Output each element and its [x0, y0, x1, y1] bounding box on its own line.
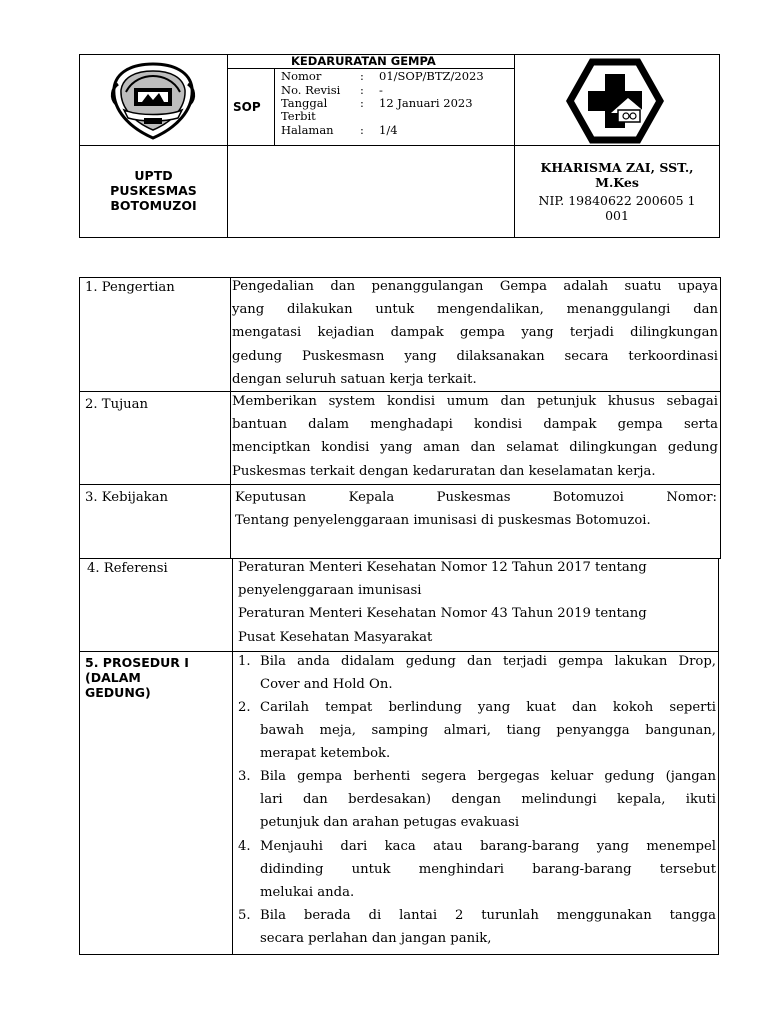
text-line: lari dan berdesakan) dengan melindungi kepala, ikuti — [260, 792, 716, 808]
field-value-halaman: 1/4 — [379, 123, 398, 137]
signer-title: M.Kes — [595, 175, 639, 190]
signer-name: KHARISMA ZAI, SST., — [540, 160, 694, 175]
prosedur-label-line: (DALAM — [85, 670, 141, 685]
list-number: 1. — [238, 654, 251, 669]
text-line: Peraturan Menteri Kesehatan Nomor 43 Tahun 2019 tentang — [238, 606, 647, 622]
text-line: merapat ketembok. — [260, 746, 391, 762]
document-title: KEDARURATAN GEMPA — [291, 54, 436, 68]
text-line: Carilah tempat berlindung yang kuat dan kokoh seperti — [260, 700, 716, 715]
text-line: yang dilakukan untuk mengendalikan, menanggulangi dan — [232, 302, 718, 318]
section-label-referensi: 4. Referensi — [87, 561, 168, 576]
text-line: Pusat Kesehatan Masyarakat — [238, 629, 433, 645]
text-line: menciptkan kondisi yang aman dan selamat dilingkungan gedung — [232, 440, 718, 456]
field-label-tanggal: Tanggal — [281, 96, 328, 110]
field-sep: : — [360, 83, 364, 97]
text-line: Puskesmas terkait dengan kedaruratan dan keselamatan kerja. — [232, 463, 656, 479]
text-line: bantuan dalam menghadapi kondisi dampak gempa serta — [232, 417, 718, 433]
text-line: Pengedalian dan penanggulangan Gempa adalah suatu upaya — [232, 279, 718, 294]
text-line: secara perlahan dan jangan panik, — [260, 931, 492, 947]
field-label-halaman: Halaman — [281, 123, 334, 137]
regency-logo — [104, 58, 202, 142]
list-number: 5. — [238, 908, 251, 923]
text-line: Bila anda didalam gedung dan terjadi gempa lakukan Drop, — [260, 654, 716, 669]
section-label-tujuan: 2. Tujuan — [85, 397, 149, 412]
text-line: dengan seluruh satuan kerja terkait. — [232, 371, 477, 387]
section-label-pengertian: 1. Pengertian — [85, 280, 175, 295]
text-line: bawah meja, samping almari, tiang penyangga bangunan, — [260, 723, 716, 739]
text-line: penyelenggaraan imunisasi — [238, 583, 422, 599]
text-line: Menjauhi dari kaca atau barang-barang yang menempel — [260, 839, 716, 854]
field-value-revisi: - — [379, 83, 383, 97]
list-text — [260, 904, 716, 950]
list-text — [260, 650, 716, 696]
list-number: 3. — [238, 769, 251, 784]
health-center-logo — [566, 58, 664, 144]
text-line: Bila gempa berhenti segera bergegas keluar gedung (jangan — [260, 769, 716, 784]
field-sep: : — [360, 123, 364, 137]
field-label-revisi: No. Revisi — [281, 83, 341, 97]
prosedur-label-line: GEDUNG) — [85, 685, 151, 700]
list-text — [260, 696, 716, 766]
text-line: Memberikan system kondisi umum dan petunjuk khusus sebagai — [232, 394, 718, 409]
list-text — [260, 835, 716, 905]
field-label-nomor: Nomor — [281, 69, 322, 83]
sop-label: SOP — [233, 100, 261, 114]
signer-nip: NIP. 19840622 200605 1 — [538, 193, 696, 208]
field-label-terbit: Terbit — [281, 109, 316, 123]
text-line: Tentang penyelenggaraan imunisasi di puskesmas Botomuzoi. — [235, 513, 651, 529]
text-line: Peraturan Menteri Kesehatan Nomor 12 Tahun 2017 tentang — [238, 560, 647, 575]
list-text — [260, 765, 716, 835]
text-line: gedung Puskesmasn yang dilaksanakan secara terkoordinasi — [232, 348, 718, 364]
list-number: 2. — [238, 700, 251, 715]
section-label-kebijakan: 3. Kebijakan — [85, 490, 169, 505]
field-value-nomor: 01/SOP/BTZ/2023 — [379, 69, 484, 83]
signer-nip: 001 — [605, 208, 629, 223]
tujuan-text — [232, 390, 718, 483]
list-number: 4. — [238, 839, 251, 854]
pengertian-text — [232, 275, 718, 391]
field-sep: : — [360, 69, 364, 83]
field-sep: : — [360, 96, 364, 110]
org-line: BOTOMUZOI — [110, 198, 197, 213]
field-value-tanggal: 12 Januari 2023 — [379, 96, 473, 110]
text-line: Bila berada di lantai 2 turunlah menggunakan tangga — [260, 908, 716, 923]
text-line: didinding untuk menghindari barang-barang tersebut — [260, 862, 716, 878]
org-line: PUSKESMAS — [110, 183, 197, 198]
text-line: melukai anda. — [260, 885, 355, 901]
prosedur-label-line: 5. PROSEDUR I — [85, 655, 189, 670]
org-line: UPTD — [134, 168, 173, 183]
text-line: mengatasi kejadian dampak gempa yang terjadi dilingkungan — [232, 325, 718, 341]
text-line: Cover and Hold On. — [260, 677, 393, 693]
referensi-text — [238, 556, 714, 649]
kebijakan-text — [235, 486, 717, 532]
text-line: Keputusan Kepala Puskesmas Botomuzoi Nomor: — [235, 490, 717, 505]
text-line: petunjuk dan arahan petugas evakuasi — [260, 815, 520, 831]
